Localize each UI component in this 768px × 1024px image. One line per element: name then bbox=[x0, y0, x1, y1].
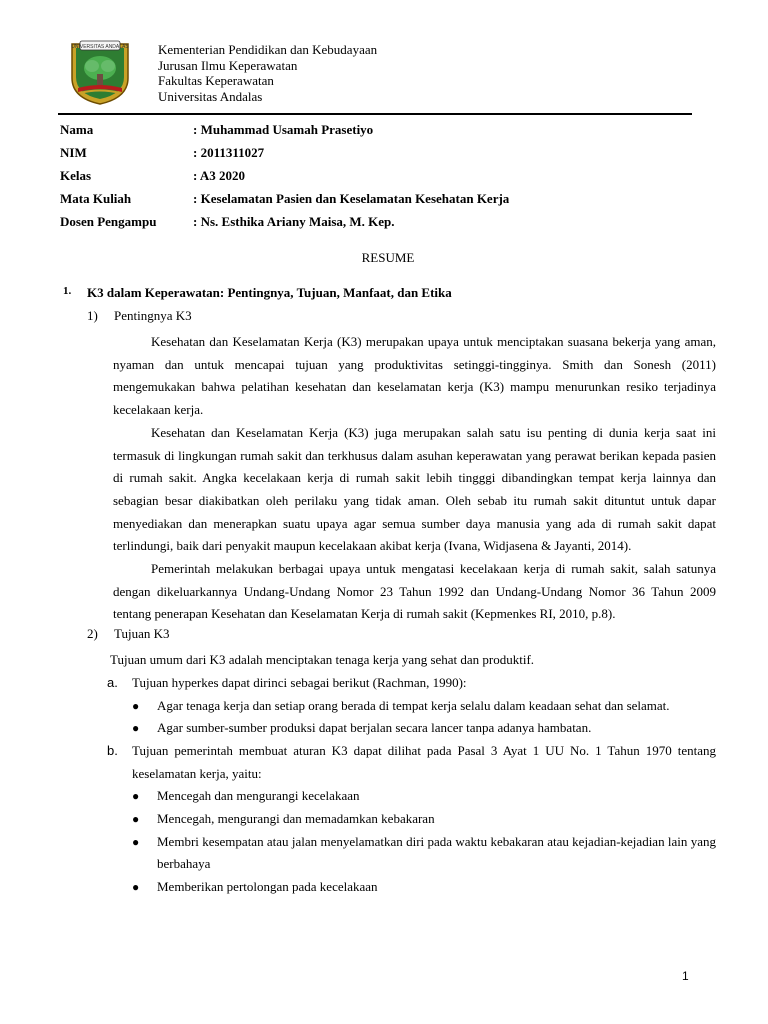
page-number: 1 bbox=[682, 969, 689, 983]
item-text: Tujuan hyperkes dapat dirinci sebagai berikut (Rachman, 1990): bbox=[132, 674, 467, 690]
header-line-university: Universitas Andalas bbox=[158, 88, 263, 104]
university-seal-icon bbox=[68, 38, 132, 106]
item-letter: b. bbox=[107, 742, 118, 758]
identity-key: Dosen Pengampu bbox=[60, 214, 157, 229]
lettered-item bbox=[107, 672, 716, 695]
university-logo bbox=[68, 38, 132, 106]
lettered-item bbox=[107, 740, 716, 785]
header-line-department: Jurusan Ilmu Keperawatan bbox=[158, 57, 298, 73]
bullet-icon: ● bbox=[132, 812, 140, 827]
header-line-faculty: Fakultas Keperawatan bbox=[158, 73, 274, 88]
bullet-item bbox=[132, 831, 716, 876]
subsection-title: Pentingnya K3 bbox=[114, 308, 192, 323]
identity-value: : Keselamatan Pasien dan Keselamatan Kesehatan Kerja bbox=[193, 191, 510, 206]
identity-value: : 2011311027 bbox=[193, 145, 265, 160]
bullet-item bbox=[132, 695, 716, 718]
institution-header bbox=[158, 42, 377, 104]
bullet-item bbox=[132, 876, 716, 899]
identity-key: Nama bbox=[60, 122, 94, 137]
bullet-text: Membri kesempatan atau jalan menyelamatkan diri pada waktu kebakaran atau kejadian-kejadian lain yang berbahaya bbox=[157, 833, 716, 872]
paragraph: Kesehatan dan Keselamatan Kerja (K3) juga merupakan salah satu isu penting di dunia kerja saat ini termasuk di lingkungan rumah sakit dan terkhusus dalam asuhan keperawatan yang perawat berikan kepada pasien di rumah sakit. Angka kecelakaan kerja di rumah sakit lebih tingggi dibandingkan tempat kerja lainnya dan sebagian besar diakibatkan oleh perilaku yang tidak aman. Oleh sebab itu rumah sakit dituntut untuk dapar menyediakan dan menerapkan suatu upaya agar semua sumber daya manusia yang ada di rumah sakit dapat terlindungi, baik dari penyakit maupun kecelakaan akibat kerja (Ivana, Widjasena & Jayanti, 2014). bbox=[113, 424, 716, 554]
bullet-item bbox=[132, 808, 716, 831]
bullet-text: Memberikan pertolongan pada kecelakaan bbox=[157, 879, 378, 895]
paragraph: Pemerintah melakukan berbagai upaya untuk mengatasi kecelakaan kerja di rumah sakit, salah satunya dengan dikeluarkannya Undang-Undang Nomor 23 Tahun 1992 dan Undang-Undang Nomor 36 Tahun 2009 tentang penerapan Kesehatan dan Keselamatan Kerja di rumah sakit (Kepmenkes RI, 2010, p.8). bbox=[113, 561, 716, 622]
identity-key: Kelas bbox=[60, 168, 92, 183]
bullet-item bbox=[132, 785, 716, 808]
identity-key: NIM bbox=[60, 145, 87, 160]
bullet-icon: ● bbox=[132, 721, 140, 736]
document-body bbox=[60, 285, 716, 899]
header-divider bbox=[58, 113, 692, 115]
bullet-text: Mencegah dan mengurangi kecelakaan bbox=[157, 788, 360, 804]
subsection-number: 2) bbox=[87, 626, 98, 642]
document-title: RESUME bbox=[361, 250, 415, 265]
identity-value: : Ns. Esthika Ariany Maisa, M. Kep. bbox=[193, 214, 395, 229]
item-text: Tujuan pemerintah membuat aturan K3 dapat dilihat pada Pasal 3 Ayat 1 UU No. 1 Tahun 1970 tentang keselamatan kerja, yaitu: bbox=[132, 742, 716, 781]
item-letter: a. bbox=[107, 674, 118, 690]
intro-text: Tujuan umum dari K3 adalah menciptakan tenaga kerja yang sehat dan produktif. bbox=[110, 652, 535, 668]
section-number: 1. bbox=[63, 285, 72, 297]
subsection-title: Tujuan K3 bbox=[114, 626, 170, 642]
subsection-number: 1) bbox=[87, 308, 98, 323]
section-heading bbox=[60, 285, 716, 308]
bullet-text: Mencegah, mengurangi dan memadamkan kebakaran bbox=[157, 811, 435, 827]
bullet-icon: ● bbox=[132, 698, 140, 713]
identity-value: : Muhammad Usamah Prasetiyo bbox=[193, 122, 374, 137]
bullet-text: Agar tenaga kerja dan setiap orang berada di tempat kerja selalu dalam keadaan sehat dan selamat. bbox=[157, 697, 670, 713]
bullet-icon: ● bbox=[132, 834, 140, 849]
subsection-heading bbox=[60, 308, 716, 331]
header-line-ministry: Kementerian Pendidikan dan Kebudayaan bbox=[158, 42, 378, 57]
bullet-text: Agar sumber-sumber produksi dapat berjalan secara lancer tanpa adanya hambatan. bbox=[157, 720, 592, 736]
identity-key: Mata Kuliah bbox=[60, 191, 132, 206]
bullet-icon: ● bbox=[132, 789, 140, 804]
section-title: K3 dalam Keperawatan: Pentingnya, Tujuan, Manfaat, dan Etika bbox=[87, 285, 452, 300]
bullet-item bbox=[132, 717, 716, 740]
paragraph: Kesehatan dan Keselamatan Kerja (K3) merupakan upaya untuk menciptakan suasana bekerja yang aman, nyaman dan untuk mencapai tujuan yang produktivitas setinggi-tingginya. Smith dan Sonesh (2011) mengemukakan bahwa pelatihan kesehatan dan keselamatan kerja (K3) mampu menurunkan resiko terjadinya kecelakaan kerja. bbox=[113, 334, 716, 418]
identity-value: : A3 2020 bbox=[193, 168, 245, 183]
svg-text:UNIVERSITAS ANDALAS: UNIVERSITAS ANDALAS bbox=[71, 44, 129, 50]
bullet-icon: ● bbox=[132, 880, 140, 895]
subsection-heading bbox=[60, 626, 716, 649]
